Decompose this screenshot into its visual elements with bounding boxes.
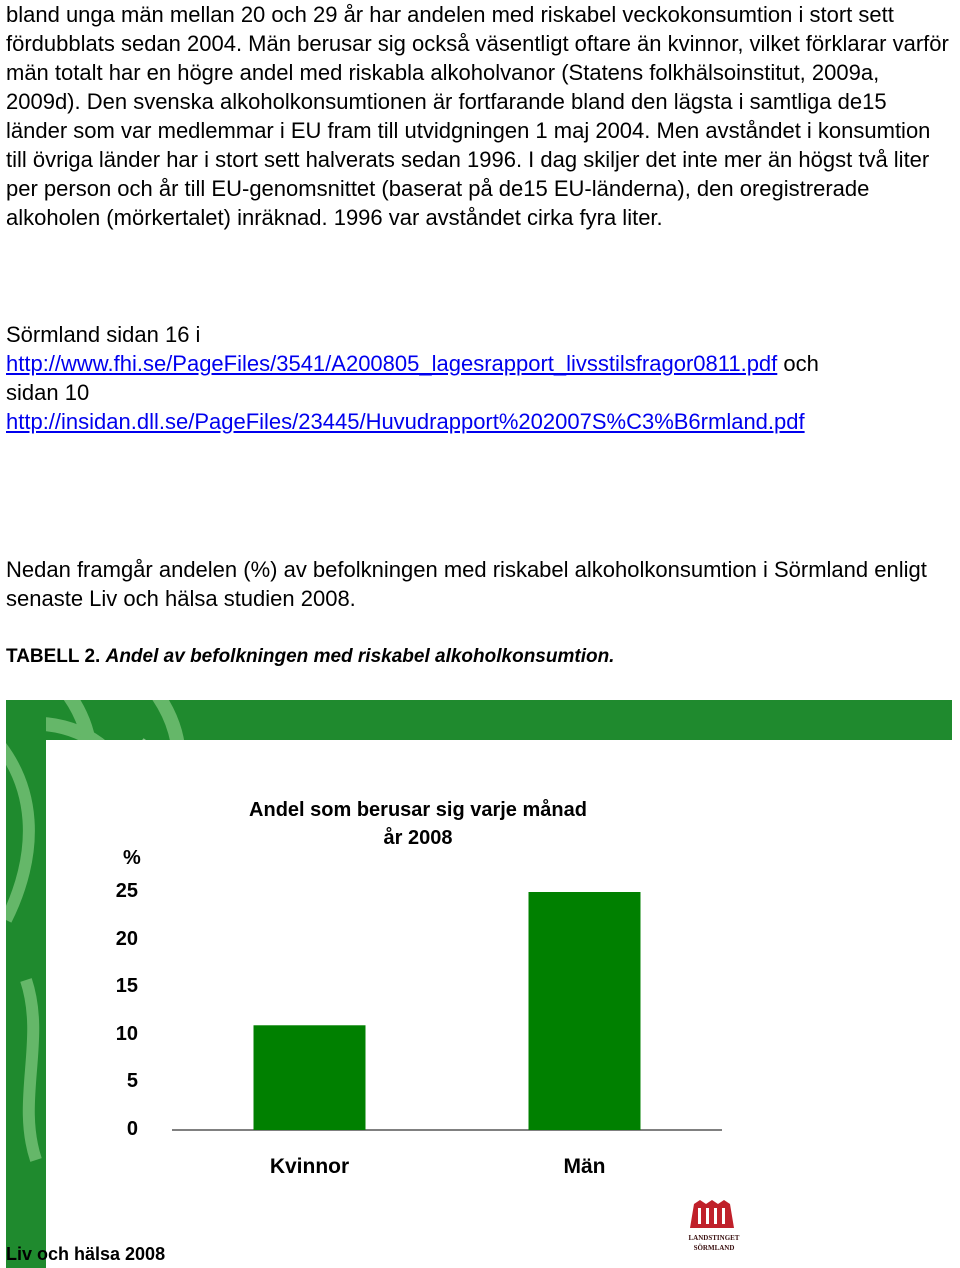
y-axis-unit: % xyxy=(123,847,141,869)
landstinget-logo xyxy=(676,1198,752,1256)
source-intro: Sörmland sidan 16 i xyxy=(6,322,201,347)
fhi-report-link[interactable]: http://www.fhi.se/PageFiles/3541/A200805_lagesrapport_livsstilsfragor0811.pdf xyxy=(6,351,778,376)
y-tick-label: 5 xyxy=(126,1070,138,1093)
y-tick-label: 20 xyxy=(115,927,138,950)
category-label: Kvinnor xyxy=(269,1155,350,1178)
y-tick-label: 10 xyxy=(115,1022,138,1045)
chart-panel xyxy=(6,700,952,1268)
y-tick-label: 25 xyxy=(115,880,138,902)
logo-text-2: SÖRMLAND xyxy=(693,1244,735,1252)
source-intro-2: sidan 10 xyxy=(6,380,90,405)
y-tick-label: 15 xyxy=(115,975,138,998)
category-label: Män xyxy=(563,1155,606,1178)
caption-label: TABELL 2. xyxy=(6,646,101,667)
chart-source: Liv och hälsa 2008 xyxy=(6,1244,166,1264)
bar-kvinnor xyxy=(254,1025,366,1130)
logo-text-1: LANDSTINGET xyxy=(688,1234,740,1242)
bar-chart xyxy=(6,700,952,1268)
chart-title-line-2: år 2008 xyxy=(383,827,453,849)
link-suffix: och xyxy=(777,351,819,376)
dll-report-link[interactable]: http://insidan.dll.se/PageFiles/23445/Huvudrapport%202007S%C3%B6rmland.pdf xyxy=(6,409,805,434)
chart-title-line-1: Andel som berusar sig varje månad xyxy=(249,799,587,821)
table-caption xyxy=(6,646,614,668)
y-tick-label: 0 xyxy=(126,1118,138,1140)
bar-män xyxy=(529,892,641,1130)
intro-text: Nedan framgår andelen (%) av befolkningen med riskabel alkoholkonsumtion i Sörmland enligt senaste Liv och hälsa studien 2008. xyxy=(6,557,927,611)
body-paragraph: bland unga män mellan 20 och 29 år har andelen med riskabel veckokonsumtion i stort sett fördubblats sedan 2004. Män berusar sig också väsentligt oftare än kvinnor, vilket förklarar varför män totalt har en högre andel med riskabla alkoholvanor (Statens folkhälsoinstitut, 2009a, 2009d). Den svenska alkoholkonsumtionen är fortfarande bland den lägsta i samtliga de15 länder som var medlemmar i EU fram till utvidgningen 1 maj 2004. Men avståndet i konsumtion till övriga länder har i stort sett halverats sedan 1996. I dag skiljer det inte mer än högst två liter per person och år till EU-genomsnittet (baserat på de15 EU-länderna), den oregistrerade alkoholen (mörkertalet) inräknad. 1996 var avståndet cirka fyra liter. xyxy=(6,2,949,230)
source-links xyxy=(6,320,950,436)
caption-text: Andel av befolkningen med riskabel alkoholkonsumtion. xyxy=(105,646,615,667)
